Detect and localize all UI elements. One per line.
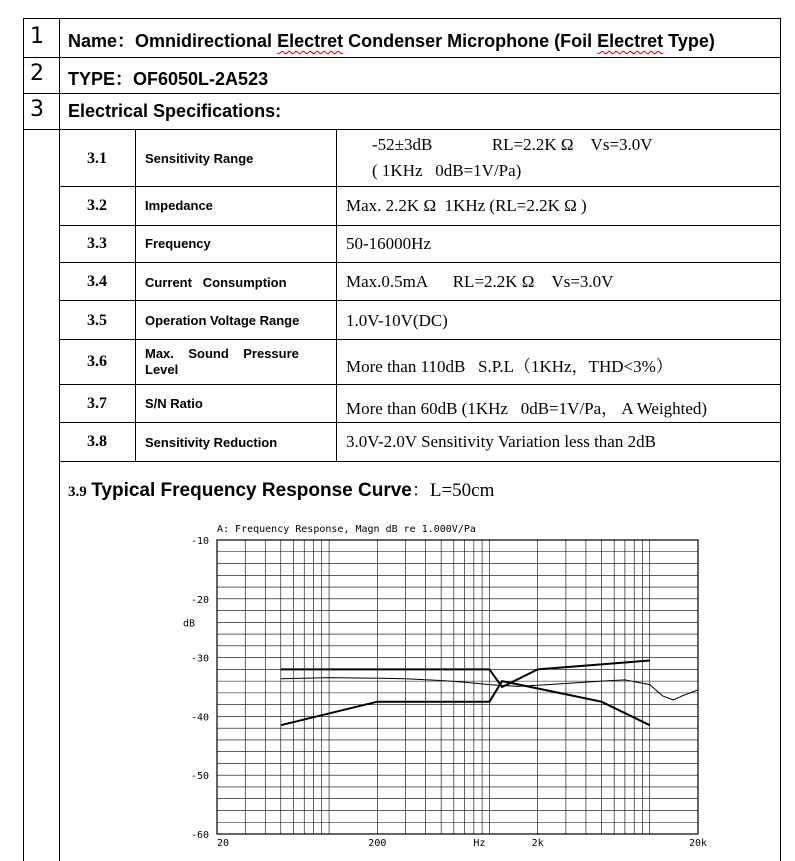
chart-title: A: Frequency Response, Magn dB re 1.000V/Pa [217, 524, 476, 535]
spec-col-2 [336, 129, 337, 462]
spec-value: 1.0V-10V(DC) [346, 311, 448, 330]
y-tick-label: -10 [190, 536, 209, 547]
row-divider-3 [23, 129, 781, 130]
spec-col-1 [135, 129, 136, 462]
table-border-left [23, 18, 24, 861]
spec-row-line [59, 186, 781, 187]
name-label: Name： [68, 31, 136, 51]
y-tick-label: -60 [190, 830, 209, 841]
spec-row-line [59, 262, 781, 263]
name-text-a: Omnidirectional [135, 31, 278, 51]
table-border-right [780, 18, 781, 861]
type-value: OF6050L-2A523 [133, 69, 269, 89]
y-tick-label: -30 [190, 653, 209, 665]
spec-id: 3.4 [87, 273, 107, 290]
spec-value: 3.0V-2.0V Sensitivity Variation less than 2dB [346, 432, 656, 451]
row-divider-2 [23, 93, 781, 94]
type-line [68, 65, 268, 91]
spec-row-line [59, 300, 781, 301]
chart-axis-labels [183, 524, 707, 849]
electrical-specs-heading: Electrical Specifications: [68, 101, 282, 121]
curve-title: Typical Frequency Response Curve [91, 480, 412, 501]
spec-value: More than 110dB S.P.L（1KHz，THD<3%） [346, 357, 673, 376]
y-tick-label: -40 [190, 712, 209, 724]
chart-grid [217, 540, 698, 834]
spec-value-line1: -52±3dB RL=2.2K Ω Vs=3.0V [372, 135, 653, 154]
spec-id: 3.5 [87, 312, 107, 329]
series-line [281, 661, 650, 688]
section-number-1: 1 [30, 24, 44, 49]
spec-id: 3.7 [87, 395, 107, 412]
spec-label: Current Consumption [145, 275, 287, 290]
y-axis-label: dB [183, 618, 196, 630]
spec-value-line2: ( 1KHz 0dB=1V/Pa) [372, 161, 522, 180]
product-name-line [68, 27, 715, 53]
section-number-2: 2 [30, 61, 44, 86]
type-label: TYPE： [68, 69, 134, 89]
x-tick-label: 20 [217, 838, 230, 849]
spec-id: 3.6 [87, 353, 107, 370]
plot-frame [217, 540, 698, 834]
x-tick-label: 20k [688, 838, 708, 849]
spec-label-line1: Max. Sound Pressure [145, 346, 299, 361]
name-text-c: Type) [663, 31, 715, 51]
row-divider-1 [23, 57, 781, 58]
name-electret-2: Electret [597, 31, 664, 51]
spec-id: 3.1 [87, 150, 107, 167]
spec-id: 3.2 [87, 197, 107, 214]
spec-row-line [59, 461, 781, 462]
spec-row-line [59, 339, 781, 340]
spec-label: Operation Voltage Range [145, 313, 300, 328]
table-border-top [23, 18, 781, 19]
spec-value: More than 60dB (1KHz 0dB=1V/Pa， A Weighted) [346, 399, 708, 418]
spec-value: Max. 2.2K Ω 1KHz (RL=2.2K Ω ) [346, 196, 587, 215]
x-tick-label: 200 [368, 838, 387, 849]
curve-distance: L=50cm [429, 480, 495, 501]
name-text-b: Condenser Microphone (Foil [343, 31, 598, 51]
x-axis-label: Hz [473, 838, 486, 849]
spec-row-line [59, 225, 781, 226]
name-electret-1: Electret [277, 31, 344, 51]
x-tick-label: 2k [531, 838, 544, 849]
spec-value: 50-16000Hz [346, 234, 431, 253]
curve-colon: ： [411, 480, 430, 500]
spec-row-line [59, 422, 781, 423]
spec-value: Max.0.5mA RL=2.2K Ω Vs=3.0V [346, 272, 614, 291]
series-line [281, 681, 650, 725]
spec-id: 3.8 [87, 433, 107, 450]
curve-id: 3.9 [68, 484, 87, 500]
spec-label: Frequency [145, 236, 211, 251]
spec-label: Sensitivity Reduction [145, 435, 278, 450]
curve-heading [68, 476, 494, 502]
spec-row-line [59, 384, 781, 385]
frequency-response-chart [150, 520, 750, 855]
spec-label: Impedance [145, 198, 213, 213]
spec-label: S/N Ratio [145, 396, 203, 411]
spec-id: 3.3 [87, 235, 107, 252]
section-number-3: 3 [30, 97, 44, 122]
y-tick-label: -20 [190, 594, 209, 606]
spec-label-line2: Level [145, 362, 179, 377]
spec-label: Sensitivity Range [145, 151, 254, 166]
y-tick-label: -50 [190, 771, 209, 783]
